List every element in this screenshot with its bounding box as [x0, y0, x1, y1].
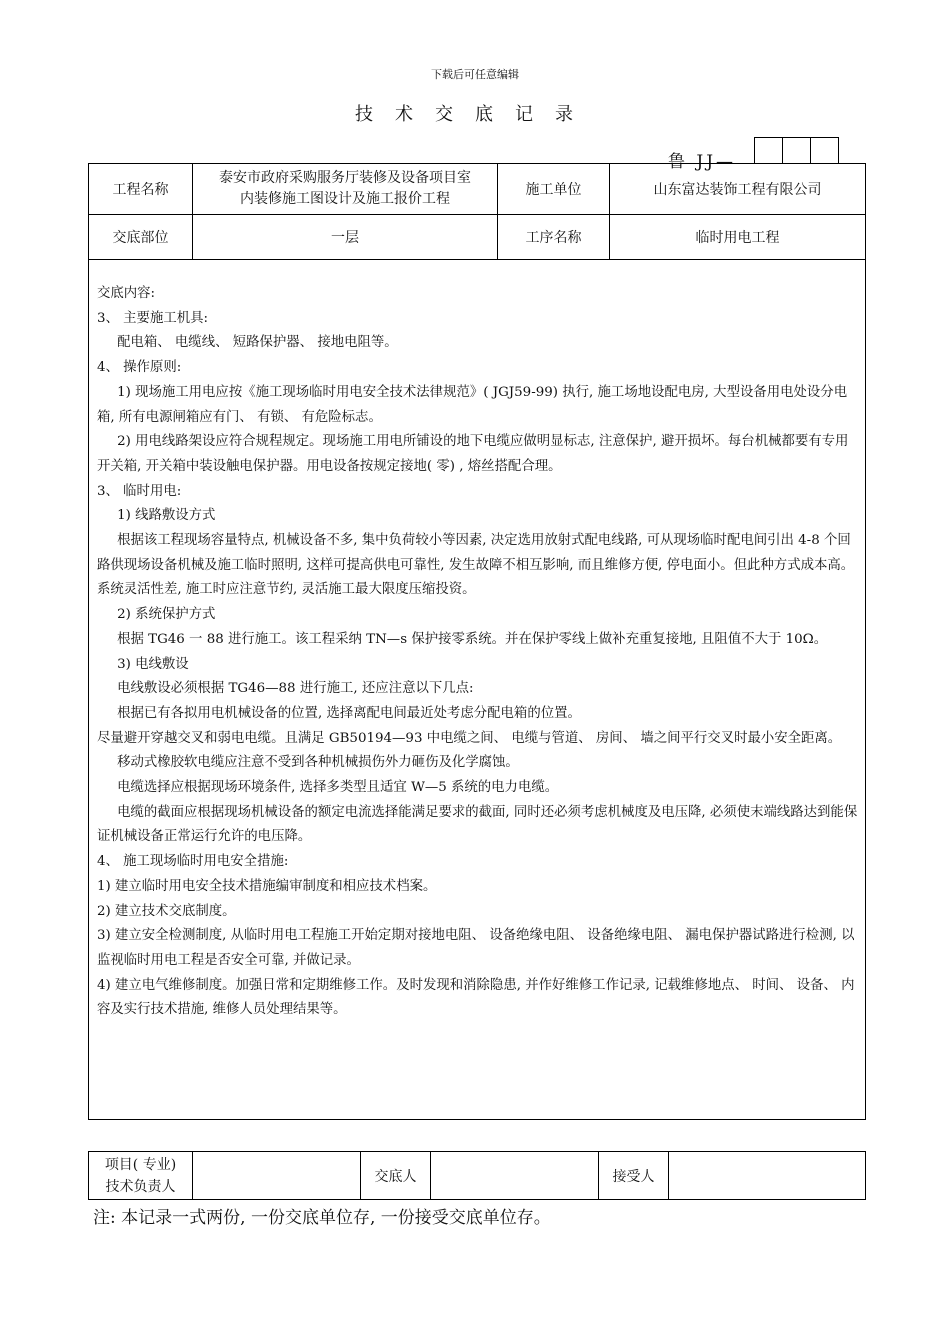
content-line: 3、 主要施工机具:: [97, 310, 209, 326]
handover-person-label: 交底人: [361, 1152, 431, 1200]
content-line: 4、 操作原则:: [97, 360, 182, 376]
tech-lead-signature-field[interactable]: [193, 1152, 361, 1200]
content-line: 3、 临时用电:: [97, 483, 182, 499]
receiver-label: 接受人: [599, 1152, 669, 1200]
content-line: 移动式橡胶软电缆应注意不受到各种机械损伤外力砸伤及化学腐蚀。: [117, 755, 519, 771]
handover-person-signature-field[interactable]: [431, 1152, 599, 1200]
record-code-boxes: [755, 137, 839, 163]
content-line: 1) 现场施工用电应按《施工现场临时用电安全技术法律规范》( JGJ59-99) 执行, 施工场地设配电房, 大型设备用电处设分电箱, 所有电源闸箱应有门、 有锁、 有危险标志。: [97, 384, 848, 425]
footer-note: 注: 本记录一式两份, 一份交底单位存, 一份接受交底单位存。: [93, 1208, 551, 1228]
content-line: 配电箱、 电缆线、 短路保护器、 接地电阻等。: [117, 335, 398, 351]
project-name-line1: 泰安市政府采购服务厅装修及设备项目室: [219, 170, 471, 186]
content-line: 3) 建立安全检测制度, 从临时用电工程施工开始定期对接地电阻、 设备绝缘电阻、 设备绝缘电阻、 漏电保护器试路进行检测, 以监视临时用电工程是否安全可靠, 并做记录。: [97, 928, 855, 968]
signature-table: [88, 1151, 866, 1200]
content-line: 电缆的截面应根据现场机械设备的额定电流选择能满足要求的截面, 同时还必须考虑机械度及电压降, 必须使末端线路达到能保证机械设备正常运行允许的电压降。: [97, 804, 858, 845]
handover-content: [89, 260, 866, 1120]
code-box: [782, 137, 811, 163]
content-line: 2) 系统保护方式: [117, 607, 216, 623]
content-line: 4、 施工现场临时用电安全措施:: [97, 854, 289, 870]
page-title: 技术交底记录: [355, 104, 595, 125]
content-line: 电线敷设必须根据 TG46—88 进行施工, 还应注意以下几点:: [117, 681, 474, 697]
header-table: [88, 163, 866, 1120]
code-box: [810, 137, 839, 163]
content-line: 1) 建立临时用电安全技术措施编审制度和相应技术档案。: [97, 878, 437, 894]
project-name-label: 工程名称: [89, 164, 193, 215]
construction-unit-value: 山东富达装饰工程有限公司: [610, 164, 866, 215]
process-name-label: 工序名称: [498, 215, 610, 260]
tech-lead-line2: 技术负责人: [105, 1178, 176, 1195]
content-line: 根据 TG46 一 88 进行施工。该工程采纳 TN—s 保护接零系统。并在保护零线上做补充重复接地, 且阻值不大于 10Ω。: [117, 631, 828, 647]
code-box: [754, 137, 783, 163]
construction-unit-label: 施工单位: [498, 164, 610, 215]
project-name-line2: 内装修施工图设计及施工报价工程: [240, 191, 450, 207]
content-line: 2) 建立技术交底制度。: [97, 903, 236, 919]
content-line: 4) 建立电气维修制度。加强日常和定期维修工作。及时发现和消除隐患, 并作好维修工作记录, 记载维修地点、 时间、 设备、 内容及实行技术措施, 维修人员处理结果等。: [97, 977, 855, 1018]
content-line: 根据该工程现场容量特点, 机械设备不多, 集中负荷较小等因素, 决定选用放射式配电线路, 可从现场临时配电间引出 4-8 个回路供现场设备机械及施工临时照明, 这样可提高供电可靠性, 发生故障不相互影响, 而且维修方便, 停电面小。但此种方式成本高。系统灵活性差, 施工时应注意节约, 灵活施工最大限度压缩投资。: [97, 533, 855, 598]
handover-part-value: 一层: [193, 215, 498, 260]
content-line: 3) 电线敷设: [117, 656, 189, 672]
record-code-label: 鲁 JJ—: [668, 152, 737, 172]
content-line: 根据已有各拟用电机械设备的位置, 选择离配电间最近处考虑分配电箱的位置。: [117, 705, 581, 721]
tech-lead-label: [89, 1152, 193, 1200]
project-name-value: [193, 164, 498, 215]
handover-part-label: 交底部位: [89, 215, 193, 260]
content-line: 尽量避开穿越交叉和弱电电缆。且满足 GB50194—93 中电缆之间、 电缆与管道、 房间、 墙之间平行交叉时最小安全距离。: [97, 730, 842, 746]
tech-lead-line1: 项目( 专业): [104, 1156, 177, 1173]
content-line: 交底内容:: [97, 286, 156, 301]
content-line: 2) 用电线路架设应符合规程规定。现场施工用电所铺设的地下电缆应做明显标志, 注意保护, 避开损坏。每台机械都要有专用开关箱, 开关箱中装设触电保护器。用电设备按规定接地( 零) , 熔丝搭配合理。: [97, 434, 849, 474]
content-line: 电缆选择应根据现场环境条件, 选择多类型且适宜 W—5 系统的电力电缆。: [117, 780, 559, 796]
receiver-signature-field[interactable]: [669, 1152, 866, 1200]
content-line: 1) 线路敷设方式: [117, 508, 216, 524]
process-name-value: 临时用电工程: [610, 215, 866, 260]
top-note: 下载后可任意编辑: [431, 68, 519, 81]
